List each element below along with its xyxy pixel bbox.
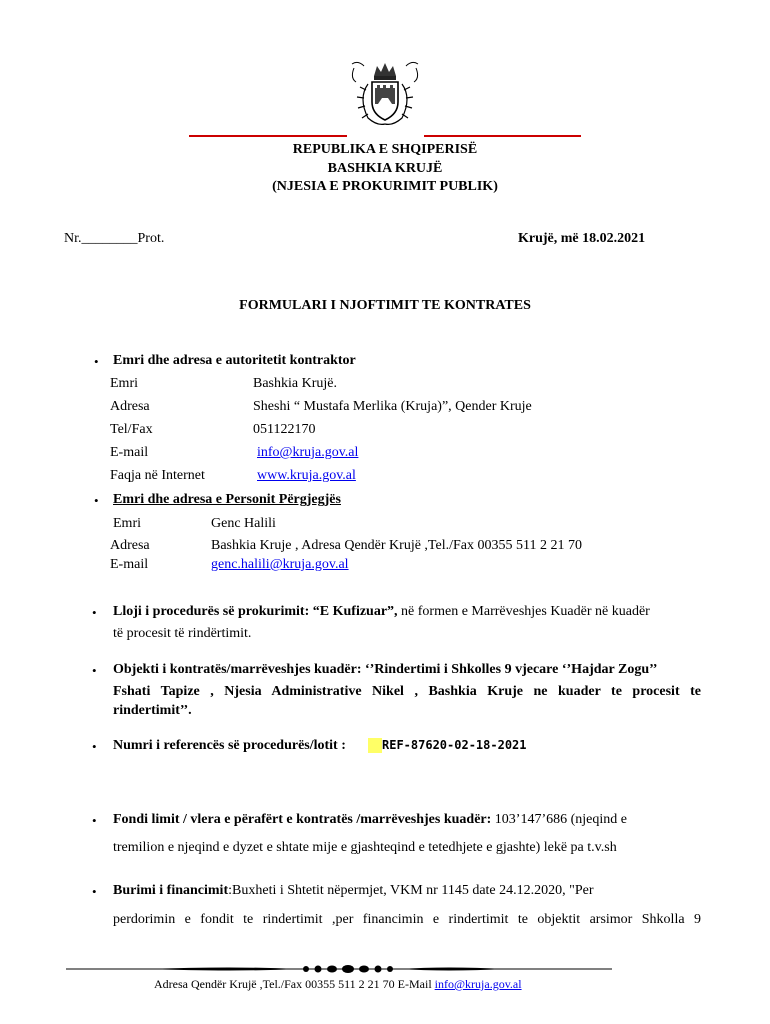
financing-value: :Buxheti i Shtetit nëpermjet, VKM nr 1145 date 24.12.2020, "Per	[228, 883, 594, 898]
bullet: •	[92, 813, 97, 828]
bullet: •	[94, 354, 99, 369]
responsible-label-email: E-mail	[110, 557, 149, 572]
authority-label-telfax: Tel/Fax	[110, 422, 153, 437]
reference-value: REF-87620-02-18-2021	[382, 738, 527, 752]
authority-value-telfax: 051122170	[253, 422, 316, 437]
fund-label: Fondi limit / vlera e përafërt e kontratës /marrëveshjes kuadër:	[113, 812, 492, 827]
coat-of-arms-emblem	[344, 58, 426, 136]
bullet: •	[92, 739, 97, 754]
responsible-heading: Emri dhe adresa e Personit Përgjegjës	[113, 492, 341, 507]
fund-line-1	[113, 812, 627, 828]
document-date: Krujë, më 18.02.2021	[518, 231, 646, 246]
object-line-1	[113, 662, 703, 678]
fund-value: 103’147’686 (njeqind e	[491, 812, 627, 827]
authority-label-email: E-mail	[110, 445, 149, 460]
responsible-label-name: Emri	[113, 516, 141, 531]
responsible-value-address: Bashkia Kruje , Adresa Qendër Krujë ,Tel./Fax 00355 511 2 21 70	[211, 538, 582, 553]
financing-line-2: perdorimin e fondit te rindertimit ,per financimin e rindertimit te objektit arsimor Shkolla 9	[113, 912, 701, 927]
financing-label: Burimi i financimit	[113, 883, 229, 898]
authority-website-link[interactable]: www.kruja.gov.al	[257, 468, 356, 483]
responsible-value-name: Genc Halili	[211, 516, 276, 531]
reference-label: Numri i referencës së procedurës/lotit :	[113, 738, 346, 753]
header-line-3: (NJESIA E PROKURIMIT PUBLIK)	[272, 179, 498, 194]
header-rule-left	[189, 135, 347, 137]
procedure-line-2: të procesit të rindërtimit.	[113, 626, 252, 641]
authority-label-website: Faqja në Internet	[110, 468, 205, 483]
object-line-3: rindertimit’’.	[113, 703, 192, 718]
procedure-value: “E Kufizuar”,	[309, 604, 398, 619]
object-label: Objekti i kontratës/marrëveshjes kuadër	[113, 662, 357, 677]
header-line-2: BASHKIA KRUJË	[327, 161, 443, 176]
bullet: •	[92, 884, 97, 899]
footer-address	[154, 977, 522, 992]
footer-ornament-rule	[66, 962, 612, 976]
responsible-email-link[interactable]: genc.halili@kruja.gov.al	[211, 557, 349, 572]
authority-value-address: Sheshi “ Mustafa Merlika (Kruja)”, Qender Kruje	[253, 399, 532, 414]
footer-text: Adresa Qendër Krujë ,Tel./Fax 00355 511 2 21 70 E-Mail	[154, 977, 435, 991]
responsible-label-address: Adresa	[110, 538, 150, 553]
bullet: •	[92, 605, 97, 620]
footer-email-link[interactable]: info@kruja.gov.al	[434, 977, 522, 991]
procedure-line-1	[113, 604, 703, 620]
authority-email-link[interactable]: info@kruja.gov.al	[257, 445, 359, 460]
procedure-rest: në formen e Marrëveshjes Kuadër në kuadër	[397, 604, 650, 619]
reference-value-container	[368, 738, 527, 754]
procedure-label: Lloji i procedurës së prokurimit:	[113, 604, 310, 619]
financing-line-1	[113, 883, 703, 899]
authority-value-name: Bashkia Krujë.	[253, 376, 337, 391]
bullet: •	[92, 663, 97, 678]
object-line-2: Fshati Tapize , Njesia Administrative Nikel , Bashkia Kruje ne kuader te procesit te	[113, 684, 701, 699]
authority-label-name: Emri	[110, 376, 138, 391]
authority-label-address: Adresa	[110, 399, 150, 414]
header-rule-right	[424, 135, 581, 137]
header-line-1: REPUBLIKA E SHQIPERISË	[292, 142, 478, 157]
object-value: : ‘’Rindertimi i Shkolles 9 vjecare ‘’Hajdar Zogu’’	[356, 662, 658, 677]
authority-heading: Emri dhe adresa e autoritetit kontraktor	[113, 353, 356, 368]
bullet: •	[94, 493, 99, 508]
form-title: FORMULARI I NJOFTIMIT TE KONTRATES	[239, 298, 531, 313]
protocol-number: Nr.________Prot.	[64, 231, 165, 246]
fund-line-2: tremilion e njeqind e dyzet e shtate mije e gjashteqind e tetedhjete e gjashte) lekë pa t.v.sh	[113, 840, 617, 855]
